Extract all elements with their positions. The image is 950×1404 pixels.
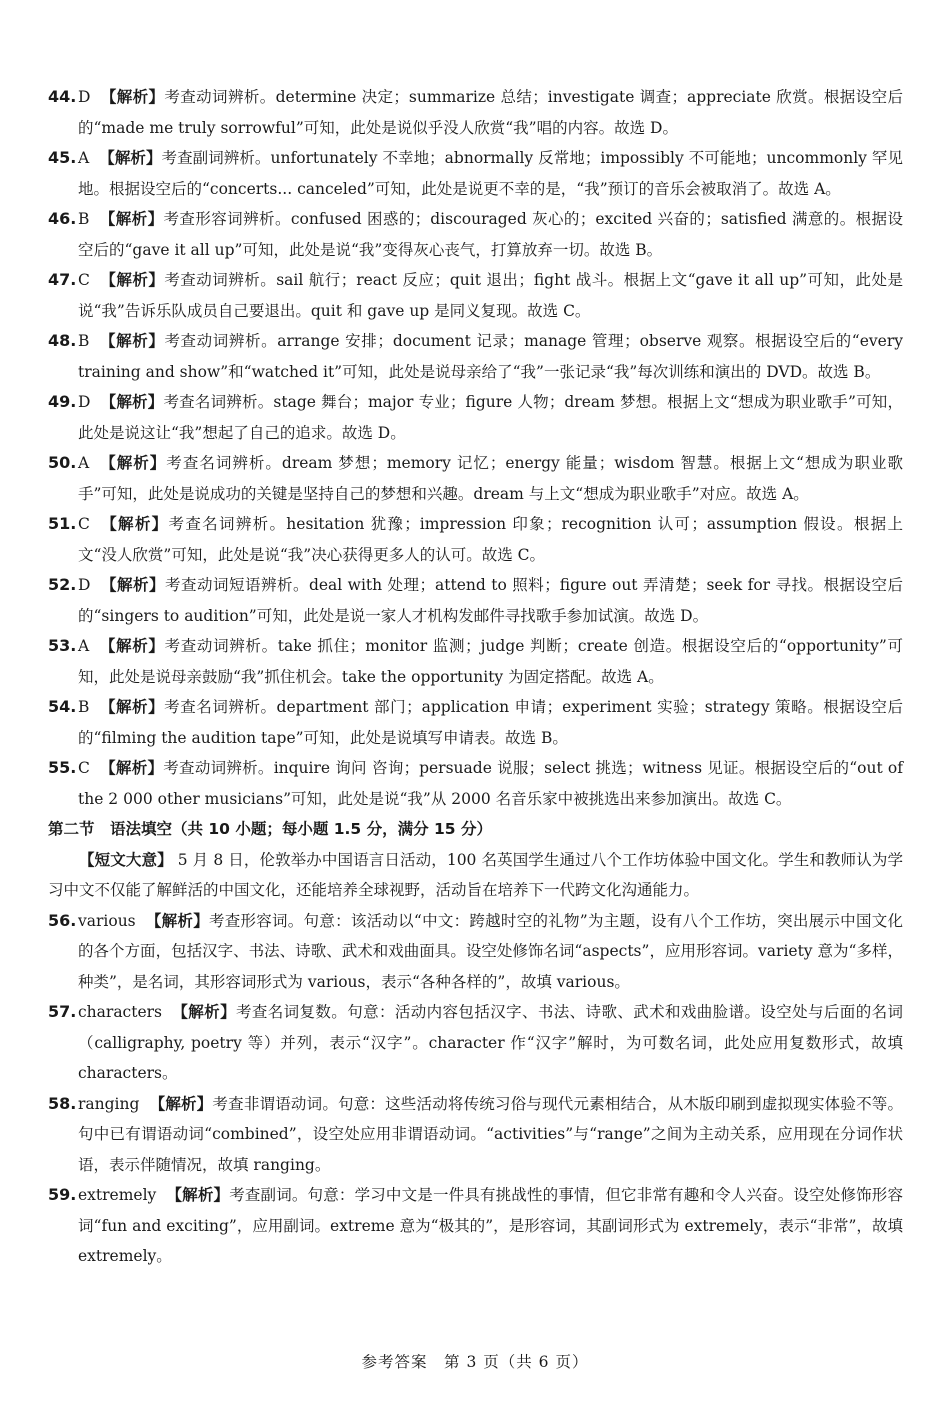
- analysis-text: 考查名词辨析。dream 梦想；memory 记忆；energy 能量；wisdom 智慧。根据上文“想成为职业歌手”可知，此处是说成功的关键是坚持自己的梦想和兴趣。dream 与上文“想成为职业歌手”对应。故选 A。: [78, 454, 903, 503]
- answer-choice: C: [78, 271, 90, 289]
- question-number: 54.: [48, 697, 77, 716]
- answer-item: [48, 204, 903, 265]
- analysis-tag: 【解析】: [99, 697, 165, 716]
- question-number: 57.: [48, 1002, 77, 1021]
- analysis-text: 考查动词辨析。determine 决定；summarize 总结；investigate 调查；appreciate 欣赏。根据设空后的“made me truly sorrowful”可知，此处是说似乎没人欣赏“我”唱的内容。故选 D。: [78, 88, 903, 137]
- analysis-text: 考查名词辨析。stage 舞台；major 专业；figure 人物；dream 梦想。根据上文“想成为职业歌手”可知，此处是说这让“我”想起了自己的追求。故选 D。: [78, 393, 903, 442]
- answer-item: [48, 82, 903, 143]
- analysis-text: 考查动词辨析。arrange 安排；document 记录；manage 管理；observe 观察。根据设空后的“every training and show”和“watched it”可知，此处是说母亲给了“我”一张记录“我”每次训练和演出的 DVD。故选 B。: [78, 332, 903, 381]
- answer-item: [48, 265, 903, 326]
- analysis-text: 考查形容词辨析。confused 困惑的；discouraged 灰心的；excited 兴奋的；satisfied 满意的。根据设空后的“gave it all up”可知，此处是说“我”变得灰心丧气，打算放弃一切。故选 B。: [78, 210, 903, 259]
- question-number: 46.: [48, 209, 77, 228]
- analysis-tag: 【解析】: [99, 331, 165, 350]
- analysis-text: 考查名词复数。句意：活动内容包括汉字、书法、诗歌、武术和戏曲脸谱。设空处与后面的名词（calligraphy, poetry 等）并列，表示“汉字”。character 作“汉字”解时，为可数名词，此处应用复数形式，故填 characters。: [78, 1003, 903, 1082]
- answer-item: [48, 326, 903, 387]
- analysis-tag: 【解析】: [99, 148, 162, 167]
- question-number: 49.: [48, 392, 77, 411]
- analysis-text: 考查副词辨析。unfortunately 不幸地；abnormally 反常地；impossibly 不可能地；uncommonly 罕见地。根据设空后的“concerts... canceled”可知，此处是说更不幸的是，“我”预订的音乐会被取消了。故选 A。: [78, 149, 903, 198]
- passage-summary: [48, 845, 903, 906]
- answer-item: [48, 692, 903, 753]
- summary-tag: 【短文大意】: [79, 850, 173, 869]
- answer-item: [48, 1089, 903, 1181]
- answer-choice: C: [78, 515, 90, 533]
- analysis-tag: 【解析】: [100, 575, 165, 594]
- analysis-tag: 【解析】: [166, 1185, 230, 1204]
- answer-item: [48, 631, 903, 692]
- analysis-text: 考查动词短语辨析。deal with 处理；attend to 照料；figure out 弄清楚；seek for 寻找。根据设空后的“singers to audition”可知，此处是说一家人才机构发邮件寻找歌手参加试演。故选 D。: [78, 576, 903, 625]
- analysis-text: 考查动词辨析。inquire 询问 咨询；persuade 说服；select 挑选；witness 见证。根据设空后的“out of the 2 000 other musicians”可知，此处是说“我”从 2000 名音乐家中被挑选出来参加演出。故选 C。: [78, 759, 903, 808]
- analysis-tag: 【解析】: [149, 1093, 213, 1113]
- question-number: 47.: [48, 270, 77, 289]
- analysis-tag: 【解析】: [99, 209, 164, 228]
- answer-choice: D: [78, 576, 91, 594]
- answer-choice: B: [78, 698, 90, 716]
- question-number: 44.: [48, 87, 77, 106]
- vocabulary-items: [48, 82, 903, 814]
- analysis-tag: 【解析】: [145, 910, 209, 930]
- analysis-tag: 【解析】: [100, 392, 164, 411]
- analysis-tag: 【解析】: [100, 87, 165, 106]
- analysis-tag: 【解析】: [172, 1002, 236, 1021]
- answer-choice: B: [78, 210, 90, 228]
- question-number: 48.: [48, 331, 77, 350]
- question-number: 51.: [48, 514, 77, 533]
- analysis-text: 考查名词辨析。department 部门；application 申请；experiment 实验；strategy 策略。根据设空后的“filming the audition tape”可知，此处是说填写申请表。故选 B。: [78, 698, 903, 747]
- answer-choice: C: [78, 759, 90, 777]
- analysis-text: 考查动词辨析。take 抓住；monitor 监测；judge 判断；create 创造。根据设空后的“opportunity”可知，此处是说母亲鼓励“我”抓住机会。take the opportunity 为固定搭配。故选 A。: [78, 637, 903, 686]
- page-content: [48, 82, 903, 1272]
- question-number: 56.: [48, 910, 77, 930]
- question-number: 53.: [48, 636, 77, 655]
- analysis-text: 考查名词辨析。hesitation 犹豫；impression 印象；recognition 认可；assumption 假设。根据上文“没人欣赏”可知，此处是说“我”决心获得更多人的认可。故选 C。: [78, 515, 903, 564]
- question-number: 52.: [48, 575, 77, 594]
- analysis-tag: 【解析】: [99, 758, 164, 777]
- analysis-text: 考查形容词。句意：该活动以“中文：跨越时空的礼物”为主题，设有八个工作坊，突出展示中国文化的各个方面，包括汉字、书法、诗歌、武术和戏曲面具。设空处修饰名词“aspects”，应用形容词。variety 意为“多样，种类”，是名词，其形容词形式为 various，表示“各种各样的”，故填 various。: [78, 911, 903, 991]
- question-number: 50.: [48, 453, 77, 472]
- grammar-items: [48, 906, 903, 1272]
- question-number: 45.: [48, 148, 77, 167]
- answer-item: [48, 753, 903, 814]
- answer-item: [48, 906, 903, 998]
- answer-item: [48, 570, 903, 631]
- answer-item: [48, 448, 903, 509]
- page-footer: 参考答案 第 3 页（共 6 页）: [361, 1353, 589, 1371]
- answer-choice: characters: [78, 1003, 163, 1021]
- section-heading: 第二节 语法填空（共 10 小题；每小题 1.5 分，满分 15 分）: [48, 820, 492, 838]
- answer-choice: A: [78, 149, 90, 167]
- answer-item: [48, 509, 903, 570]
- answer-choice: A: [78, 637, 90, 655]
- answer-choice: B: [78, 332, 90, 350]
- question-number: 58.: [48, 1093, 77, 1113]
- analysis-text: 考查动词辨析。sail 航行；react 反应；quit 退出；fight 战斗。根据上文“gave it all up”可知，此处是说“我”告诉乐队成员自己要退出。quit 和 gave up 是同义复现。故选 C。: [78, 271, 903, 320]
- answer-item: [48, 1180, 903, 1272]
- answer-choice: D: [78, 393, 91, 411]
- answer-choice: ranging: [78, 1094, 140, 1113]
- analysis-tag: 【解析】: [99, 453, 167, 472]
- analysis-text: 考查非谓语动词。句意：这些活动将传统习俗与现代元素相结合，从木版印刷到虚拟现实体验不等。句中已有谓语动词“combined”，设空处应用非谓语动词。“activities”与“range”之间为主动关系，应用现在分词作状语，表示伴随情况，故填 ranging。: [78, 1094, 903, 1174]
- answer-item: [48, 143, 903, 204]
- analysis-tag: 【解析】: [99, 636, 165, 655]
- answer-choice: A: [78, 454, 90, 472]
- answer-choice: extremely: [78, 1186, 157, 1204]
- answer-choice: various: [78, 911, 136, 930]
- question-number: 55.: [48, 758, 77, 777]
- answer-choice: D: [78, 88, 91, 106]
- answer-item: [48, 997, 903, 1089]
- analysis-text: 考查副词。句意：学习中文是一件具有挑战性的事情，但它非常有趣和令人兴奋。设空处修饰形容词“fun and exciting”，应用副词。extreme 意为“极其的”，是形容词，其副词形式为 extremely，表示“非常”，故填 extremely。: [78, 1186, 903, 1265]
- answer-item: [48, 387, 903, 448]
- analysis-tag: 【解析】: [99, 514, 169, 533]
- question-number: 59.: [48, 1185, 77, 1204]
- summary-text: 5 月 8 日，伦敦举办中国语言日活动，100 名英国学生通过八个工作坊体验中国文化。学生和教师认为学习中文不仅能了解鲜活的中国文化，还能培养全球视野，活动旨在培养下一代跨文化沟通能力。: [48, 850, 903, 899]
- analysis-tag: 【解析】: [99, 270, 165, 289]
